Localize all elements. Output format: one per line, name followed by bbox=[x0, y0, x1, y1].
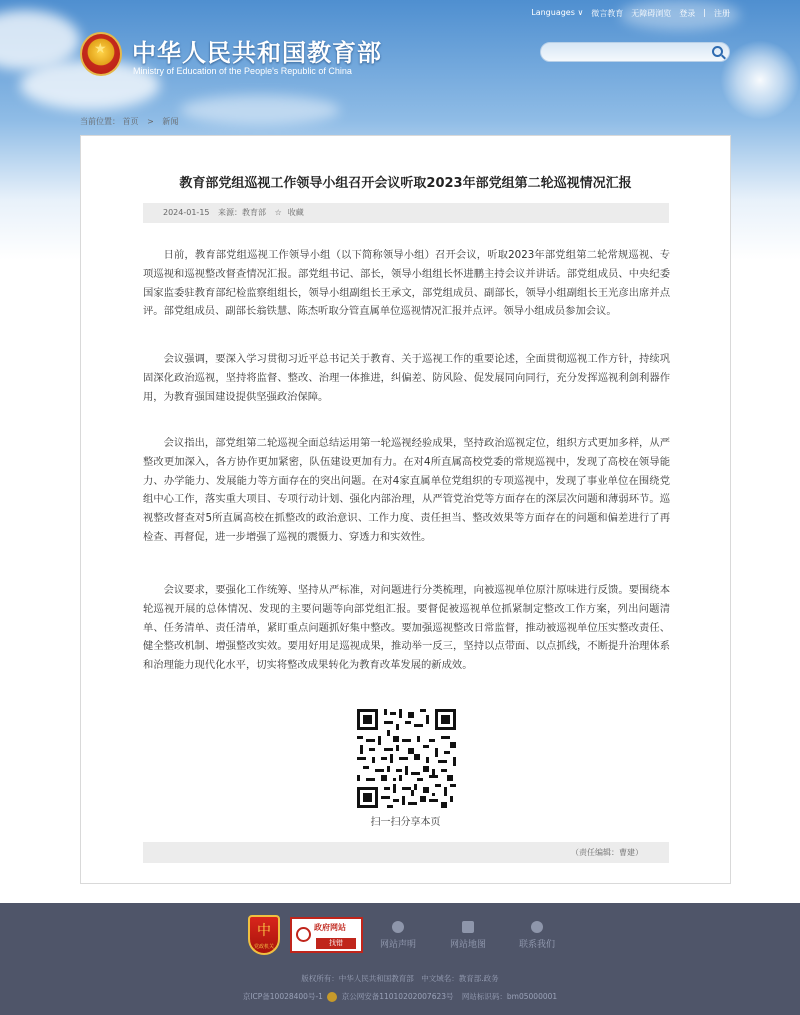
top-links bbox=[531, 8, 730, 19]
breadcrumb-separator: > bbox=[147, 117, 154, 126]
site-footer bbox=[0, 903, 800, 1015]
gov-badge-bottom-text: 找错 bbox=[316, 938, 356, 949]
editor-bar bbox=[143, 842, 669, 863]
site-map-label: 网站地图 bbox=[449, 940, 486, 950]
police-record-link[interactable]: 京公网安备11010202007623号 bbox=[341, 992, 454, 1001]
accessibility-link[interactable]: 无障碍浏览 bbox=[631, 9, 672, 18]
site-subtitle: Ministry of Education of the People's Republic of China bbox=[133, 66, 352, 76]
police-badge-icon bbox=[327, 992, 337, 1002]
site-header bbox=[0, 0, 800, 135]
article-title: 教育部党组巡视工作领导小组召开会议听取2023年部党组第二轮巡视情况汇报 bbox=[179, 176, 632, 191]
languages-menu[interactable]: Languages ∨ bbox=[531, 8, 584, 17]
breadcrumb-current[interactable]: 新闻 bbox=[162, 117, 179, 126]
copyright: 版权所有：中华人民共和国教育部 中文域名：教育部.政务 bbox=[301, 974, 499, 983]
party-government-logo-icon[interactable]: 中 党政机关 bbox=[248, 915, 280, 955]
article-source: 来源：教育部 bbox=[218, 208, 267, 217]
site-code: 网站标识码：bm05000001 bbox=[461, 992, 558, 1001]
search-input[interactable] bbox=[540, 42, 730, 62]
icp-link[interactable]: 京ICP备10028400号-1 bbox=[242, 992, 323, 1001]
star-icon: ☆ bbox=[274, 208, 282, 217]
article-paragraph: 会议强调，要深入学习贯彻习近平总书记关于教育、关于巡视工作的重要论述，全面贯彻巡视工作方针，持续巩固深化政治巡视，坚持将监督、整改、治理一体推进，纠偏差、防风险、促发展同向同行，充分发挥巡视利剑利器作用，为教育强国建设提供坚强政治保障。 bbox=[143, 353, 670, 403]
site-title[interactable]: 中华人民共和国教育部 bbox=[132, 39, 382, 67]
article-paragraph: 日前，教育部党组巡视工作领导小组（以下简称领导小组）召开会议，听取2023年部党组第二轮常规巡视、专项巡视和巡视整改督查情况汇报。部党组书记、部长，领导小组组长怀进鹏主持会议并讲话。部党组成员、中央纪委国家监委驻教育部纪检监察组组长，领导小组副组长王承文，部党组成员、副部长，领导小组副组长王光彦出席并点评。部党组成员、副部长翁铁慧、陈杰听取分管直属单位巡视情况汇报并点评。领导小组成员参加会议。 bbox=[143, 249, 670, 318]
breadcrumb-label: 当前位置： bbox=[80, 117, 120, 126]
article-date: 2024-01-15 bbox=[163, 208, 210, 217]
favorite-button[interactable] bbox=[275, 208, 310, 217]
login-link[interactable]: 登录 bbox=[679, 9, 696, 18]
site-statement-label: 网站声明 bbox=[379, 940, 416, 950]
responsible-editor: （责任编辑：曹建） bbox=[571, 848, 643, 857]
contact-us-label: 联系我们 bbox=[518, 940, 555, 950]
contact-us-link[interactable] bbox=[507, 921, 567, 950]
site-map-link[interactable] bbox=[438, 921, 498, 950]
party-logo-text: 党政机关 bbox=[253, 944, 274, 950]
sitemap-icon bbox=[462, 921, 474, 933]
article-paragraph: 会议要求，要强化工作统筹、坚持从严标准，对问题进行分类梳理，向被巡视单位原汁原味进行反馈。要围绕本轮巡视开展的总体情况、发现的主要问题等向部党组汇报。要督促被巡视单位抓紧制定整改工作方案，列出问题清单、任务清单、责任清单，紧盯重点问题抓好集中整改。要加强巡视整改日常监督，推动被巡视单位压实整改责任、健全整改机制、增强整改实效。要用好用足巡视成果，推动举一反三，坚持以点带面、以点抓线，不断提升治理体系和治理能力现代化水平，切实将整改成果转化为教育改革发展的新成效。 bbox=[143, 584, 670, 672]
national-emblem-icon[interactable]: ★ bbox=[80, 32, 122, 76]
contacts-icon bbox=[531, 921, 543, 933]
gov-site-error-report-button[interactable] bbox=[290, 917, 363, 953]
article-meta bbox=[143, 203, 669, 223]
registration-line bbox=[0, 991, 800, 1002]
dandelion-decoration bbox=[720, 40, 800, 120]
search-icon[interactable] bbox=[712, 46, 723, 57]
divider: | bbox=[703, 8, 706, 17]
register-link[interactable]: 注册 bbox=[714, 9, 730, 18]
weiyan-link[interactable]: 微言教育 bbox=[591, 9, 624, 18]
article-paragraph: 会议指出，部党组第二轮巡视全面总结运用第一轮巡视经验成果，坚持政治巡视定位，组织方式更加多样，从严整改更加深入，各方协作更加紧密，队伍建设更加有力。在对4所直属高校党委的常规巡视中，发现了高校在领导能力、办学能力、发展能力等方面存在的突出问题。在对4家直属单位党组织的专项巡视中，发现了事业单位在围绕党组中心工作，落实重大项目、专项行动计划、强化内部治理，从严管党治党等方面存在的深层次问题和薄弱环节。巡视整改督查对5所直属高校在抓整改的政治意识、工作力度、责任担当、整改效果等方面存在的问题和偏差进行了再检查、再督促，进一步增强了巡视的震慑力、穿透力和实效性。 bbox=[143, 437, 670, 543]
gov-badge-top-text: 政府网站 bbox=[314, 923, 346, 932]
share-qr-code bbox=[357, 709, 456, 808]
user-icon bbox=[392, 921, 404, 933]
breadcrumb-home[interactable]: 首页 bbox=[122, 117, 139, 126]
article-container bbox=[80, 135, 731, 884]
qr-caption: 扫一扫分享本页 bbox=[370, 817, 441, 828]
magnifier-icon bbox=[296, 927, 311, 942]
site-statement-link[interactable] bbox=[368, 921, 428, 950]
breadcrumb bbox=[80, 116, 178, 127]
cloud-decoration bbox=[180, 95, 340, 125]
favorite-label: 收藏 bbox=[287, 208, 304, 217]
